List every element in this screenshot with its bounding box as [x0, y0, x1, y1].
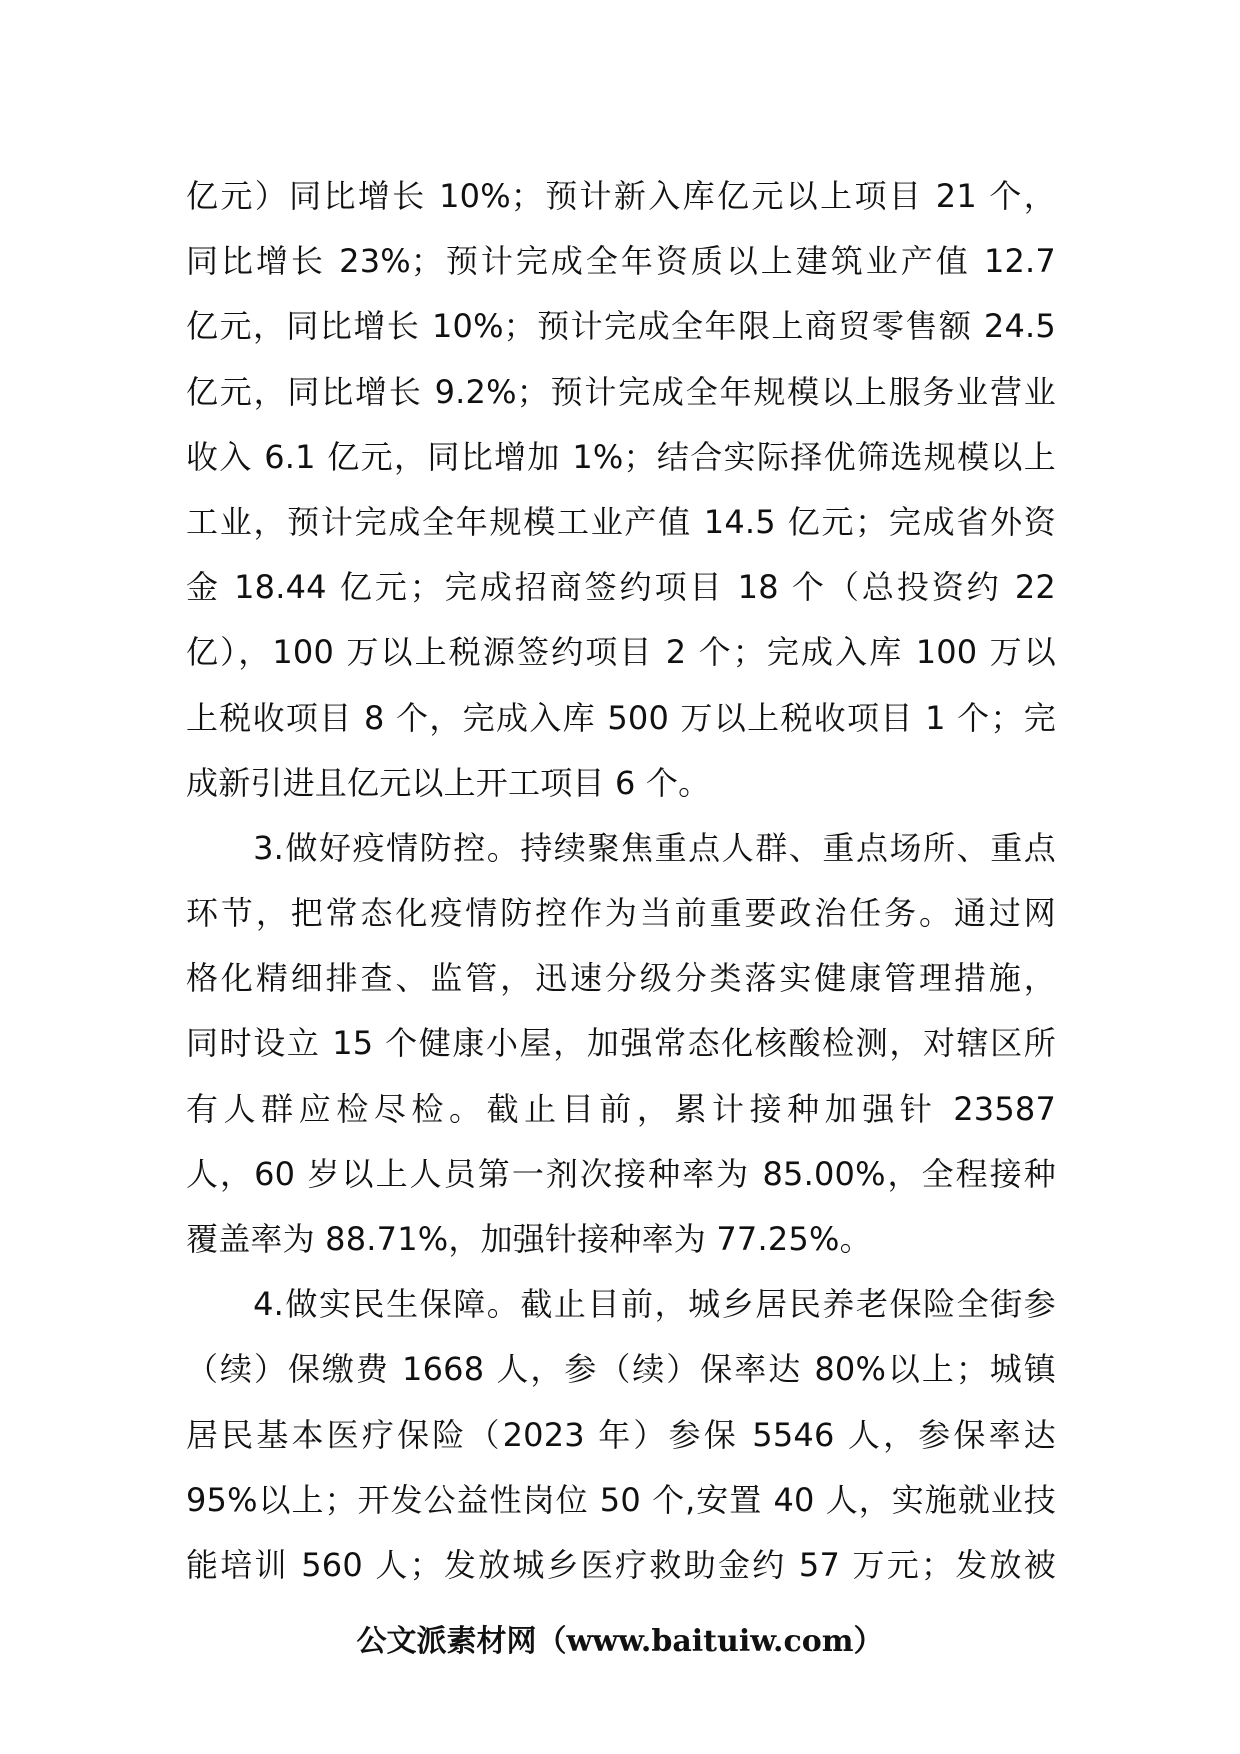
- document-body: [186, 164, 1056, 1598]
- text-line: 同时设立 15 个健康小屋，加强常态化核酸检测，对辖区所: [186, 1024, 1056, 1063]
- text-line: 亿元，同比增长 10%；预计完成全年限上商贸零售额 24.5: [186, 307, 1056, 346]
- text-line: 3.做好疫情防控。持续聚焦重点人群、重点场所、重点: [186, 828, 1056, 867]
- text-line: （续）保缴费 1668 人，参（续）保率达 80%以上；城镇: [186, 1350, 1056, 1389]
- text-line: 金 18.44 亿元；完成招商签约项目 18 个（总投资约 22: [186, 568, 1056, 607]
- text-line: 收入 6.1 亿元，同比增加 1%；结合实际择优筛选规模以上: [186, 437, 1056, 476]
- text-line: 工业，预计完成全年规模工业产值 14.5 亿元；完成省外资: [186, 502, 1056, 541]
- text-line: 格化精细排查、监管，迅速分级分类落实健康管理措施，: [186, 959, 1056, 998]
- text-line: 成新引进且亿元以上开工项目 6 个。: [186, 763, 711, 802]
- text-line: 有人群应检尽检。截止目前，累计接种加强针 23587: [186, 1089, 1056, 1128]
- text-line: 亿），100 万以上税源签约项目 2 个；完成入库 100 万以: [186, 633, 1056, 672]
- text-line: 环节，把常态化疫情防控作为当前重要政治任务。通过网: [186, 894, 1056, 933]
- text-line: 4.做实民生保障。截止目前，城乡居民养老保险全街参: [186, 1285, 1056, 1324]
- footer-watermark: 公文派素材网（www.baituiw.com）: [356, 1624, 884, 1659]
- text-line: 亿元，同比增长 9.2%；预计完成全年规模以上服务业营业: [186, 372, 1056, 411]
- text-line: 人，60 岁以上人员第一剂次接种率为 85.00%，全程接种: [186, 1154, 1056, 1193]
- text-line: 95%以上；开发公益性岗位 50 个,安置 40 人，实施就业技: [186, 1480, 1056, 1519]
- text-line: 同比增长 23%；预计完成全年资质以上建筑业产值 12.7: [186, 242, 1056, 281]
- text-line: 上税收项目 8 个，完成入库 500 万以上税收项目 1 个；完: [186, 698, 1056, 737]
- text-line: 居民基本医疗保险（2023 年）参保 5546 人，参保率达: [186, 1415, 1056, 1454]
- text-line: 亿元）同比增长 10%；预计新入库亿元以上项目 21 个，: [186, 177, 1056, 215]
- text-line: 覆盖率为 88.71%，加强针接种率为 77.25%。: [186, 1220, 872, 1258]
- text-line: 能培训 560 人；发放城乡医疗救助金约 57 万元；发放被: [186, 1545, 1056, 1584]
